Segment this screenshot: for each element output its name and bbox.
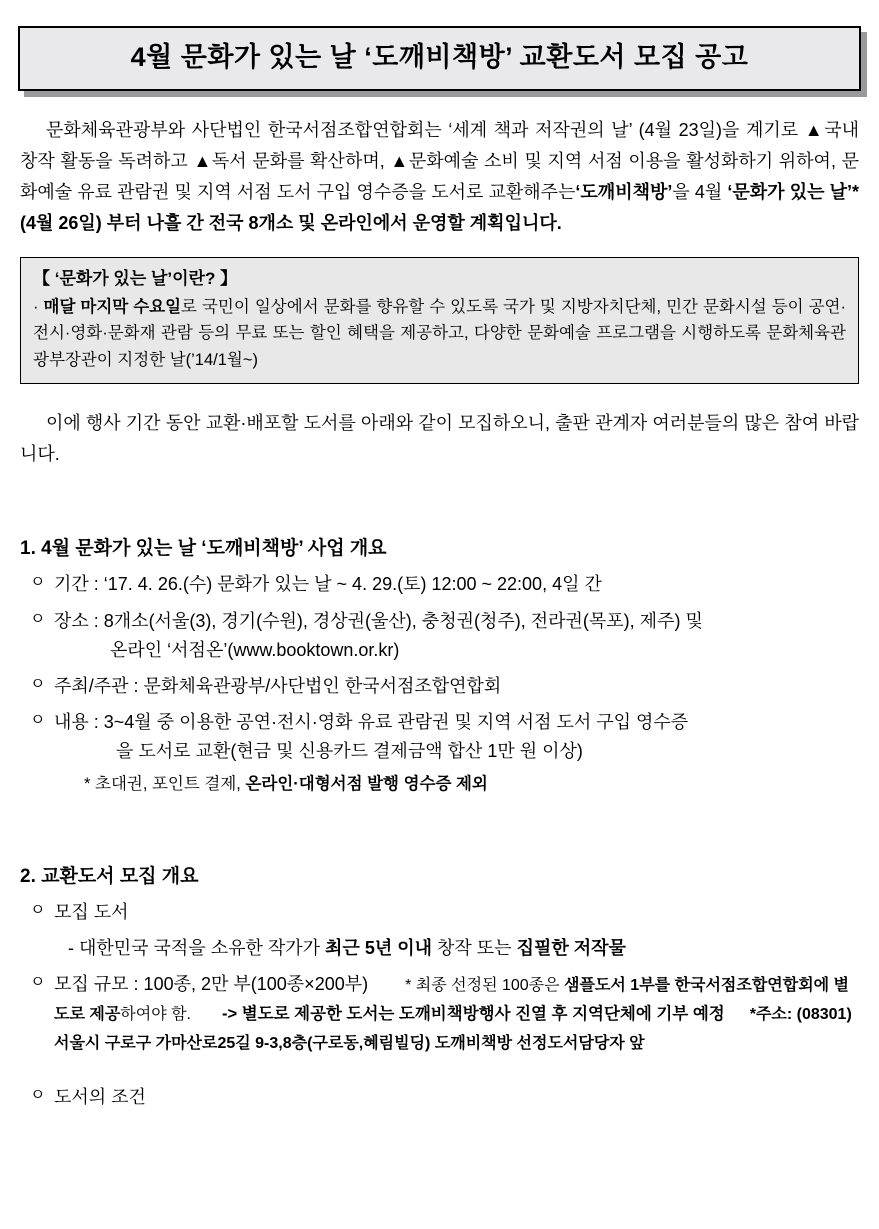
note-bold: 매달 마지막 수요일: [43, 297, 182, 316]
bullet-marker: ㅇ: [30, 675, 46, 693]
dash-mid: 창작 또는: [432, 937, 517, 958]
section-2-list: [20, 898, 859, 1112]
note-rest: 로 국민이 일상에서 문화를 향유할 수 있도록 국가 및 지방자치단체, 민간 문화시설 등이 공연·전시·영화·문화재 관람 등의 무료 또는 할인 혜택을 제공하고, 다양한 문화예술 프로그램을 시행하도록 문화체육관광부장관이 지정한 날(’14/1월~): [33, 297, 846, 369]
dash-bold-1: 최근 5년 이내: [325, 937, 432, 958]
section-business-overview: [20, 534, 859, 798]
item-text: 장소 : 8개소(서울(3), 경기(수원), 경상권(울산), 충청권(청주), 전라권(목포), 제주) 및: [54, 610, 703, 631]
item-note-donation: -> 별도로 제공한 도서는 도깨비책방행사 진열 후 지역단체에 기부 예정: [222, 1004, 725, 1023]
bullet-marker: ㅇ: [30, 610, 46, 628]
list-item: [20, 970, 859, 1057]
list-item: [20, 898, 859, 962]
list-item: [20, 1083, 859, 1112]
bullet-marker: ㅇ: [30, 902, 46, 920]
title-banner: [18, 26, 861, 91]
item-text: 도서의 조건: [54, 1087, 146, 1108]
page-title: 4월 문화가 있는 날 ‘도깨비책방’ 교환도서 모집 공고: [18, 26, 861, 91]
item-text: 내용 : 3~4월 중 이용한 공연·전시·영화 유료 관람권 및 지역 서점 도서 구입 영수증: [54, 711, 689, 732]
star-note-bold: 온라인·대형서점 발행 영수증 제외: [245, 775, 488, 794]
second-paragraph: 이에 행사 기간 동안 교환·배포할 도서를 아래와 같이 모집하오니, 출판 관계자 여러분들의 많은 참여 바랍니다.: [20, 413, 859, 464]
section-1-list: [20, 570, 859, 798]
item-star-note: [54, 771, 859, 798]
bullet-marker: ㅇ: [30, 574, 46, 592]
intro-part1: 문화체육관광부와 사단법인 한국서점조합연합회는 ‘세계 책과 저작권의 날’ (4월 23일)을 계기로 ▲국내 창작 활동을 독려하고 ▲독서 문화를 확산하며, ▲문화예술 소비 및 지역 서점 이용을 활성화하기 위하여, 문화예술 유료 관람권 및 지역 서점 도서 구입 영수증을 도서로 교환해주는: [20, 119, 859, 202]
intro-part2: 을 4월: [672, 181, 728, 202]
note-box-title: 【 ‘문화가 있는 날’이란? 】: [33, 268, 238, 288]
section-2-heading: 2. 교환도서 모집 개요: [20, 866, 199, 888]
list-item: [20, 570, 859, 599]
dash-pre: - 대한민국 국적을 소유한 작가가: [68, 937, 326, 958]
item-text: 모집 규모 : 100종, 2만 부(100종×200부): [54, 973, 369, 994]
document-page: [0, 26, 879, 1229]
item-dash-line: [54, 934, 859, 963]
note-lead: ·: [33, 297, 44, 316]
section-1-heading: 1. 4월 문화가 있는 날 ‘도깨비책방’ 사업 개요: [20, 537, 387, 559]
note-bold: 샘플도서 1부를 한국서점조합연합회에 별도로 제공: [54, 976, 850, 1023]
intro-bold1: ‘도깨비책방’: [575, 181, 673, 202]
item-text: 기간 : ‘17. 4. 26.(수) 문화가 있는 날 ~ 4. 29.(토) 12:00 ~ 22:00, 4일 간: [54, 574, 602, 595]
bullet-marker: ㅇ: [30, 1087, 46, 1105]
section-book-recruitment: [20, 862, 859, 1112]
bullet-marker: ㅇ: [30, 711, 46, 729]
item-subline: 온라인 ‘서점온’(www.booktown.or.kr): [110, 639, 400, 660]
note-box-body: [33, 294, 846, 373]
spacer: [0, 798, 879, 828]
intro-bold2: ‘문화가 있는 날’: [727, 181, 852, 202]
item-text: 모집 도서: [54, 902, 129, 923]
note-post: 하여야 함.: [120, 1005, 191, 1023]
list-item: [20, 672, 859, 701]
list-item: [20, 607, 859, 665]
list-item: [20, 708, 859, 798]
intro-paragraph: [20, 115, 859, 239]
dash-bold-2: 집필한 저작물: [516, 937, 626, 958]
item-subline: 을 도서로 교환(현금 및 신용카드 결제금액 합산 1만 원 이상): [116, 741, 583, 762]
definition-note-box: [20, 257, 859, 384]
item-text: 주최/주관 : 문화체육관광부/사단법인 한국서점조합연합회: [54, 675, 502, 696]
star-note-prefix: * 초대권, 포인트 결제,: [84, 775, 246, 794]
bullet-marker: ㅇ: [30, 973, 46, 991]
spacer: [0, 470, 879, 500]
item-note-address: *주소: (08301) 서울시 구로구 가마산로25길 9-3,8층(구로동,혜림빌딩) 도깨비책방 선정도서담당자 앞: [54, 1005, 852, 1053]
note-prefix: * 최종 선정된 100종은: [405, 976, 565, 994]
intro-part3: *(4월 26일) 부터 나흘 간 전국 8개소 및 온라인에서 운영할 계획입니다.: [20, 181, 859, 233]
